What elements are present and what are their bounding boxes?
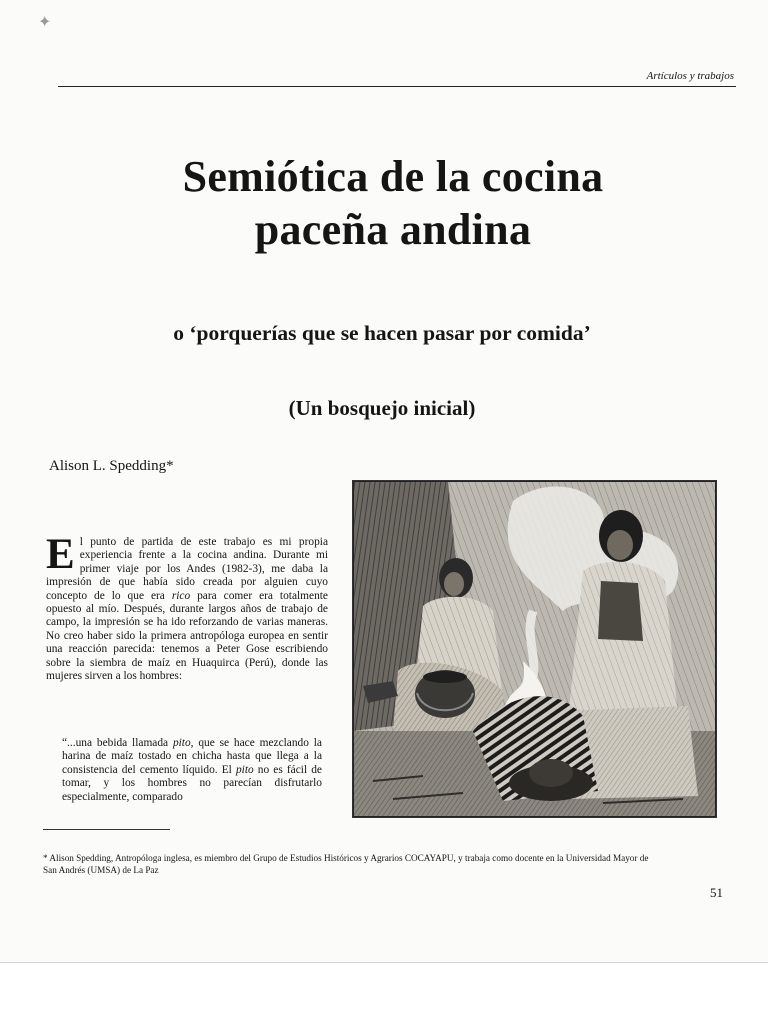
drop-cap: E [46,531,75,578]
page-number: 51 [710,885,723,900]
body-part-italic: rico [171,589,191,602]
article-subtitle: o ‘porquerías que se hacen pasar por comida’ [173,321,591,345]
engraving-svg [353,481,716,817]
body-paragraph [46,531,328,683]
cooking-pot [415,670,475,718]
quote-part: , que se hace mezclando la harina de maíz tostado en chicha hasta que llega a la consistencia del cemento líquido. El [62,737,322,776]
quote-part: “...una bebida llamada [62,737,173,749]
author-footnote: * Alison Spedding, Antropóloga inglesa, es miembro del Grupo de Estudios Históricos y Agrarios COCAYAPU, y trabaja como docente en la Universidad Mayor de San Andrés (UMSA) de La Paz [43,853,649,875]
title-line-2: paceña andina [254,205,532,254]
article-subtitle-secondary: (Un bosquejo inicial) [288,396,476,420]
running-head: Artículos y trabajos [646,70,734,82]
body-part: l punto de partida de este trabajo es mi propia experiencia frente a la cocina andina. Durante mi primer viaje por los Andes (1982-3), me daba la impresión de que había sido creada por alguien cuyo concepto de lo que era [46,536,328,602]
engraving-illustration [352,480,717,818]
article-title [0,150,768,256]
body-part: para comer era totalmente opuesto al mío. Después, durante largos años de trabajo de campo, la impresión se ha ido reforzando de varias maneras. No creo haber sido la primera antropóloga europea en sentir una reacción parecida: tenemos a Peter Gose escribiendo sobre la siembra de maíz en Huaquirca (Perú), donde las mujeres sirven a los hombres: [46,589,328,683]
scan-speck: ✦ [38,14,52,31]
quote-part: no es fácil de tomar, y los hombres no parecían disfrutarlo especialmente, comparado [62,763,322,803]
quote-part-italic: pito [235,763,254,776]
footnote-rule [43,829,170,830]
quote-part-italic: pito [172,737,191,749]
author-name: Alison L. Spedding* [49,458,174,474]
title-line-1: Semiótica de la cocina [182,152,604,201]
header-rule [58,86,736,87]
block-quote [62,737,322,804]
